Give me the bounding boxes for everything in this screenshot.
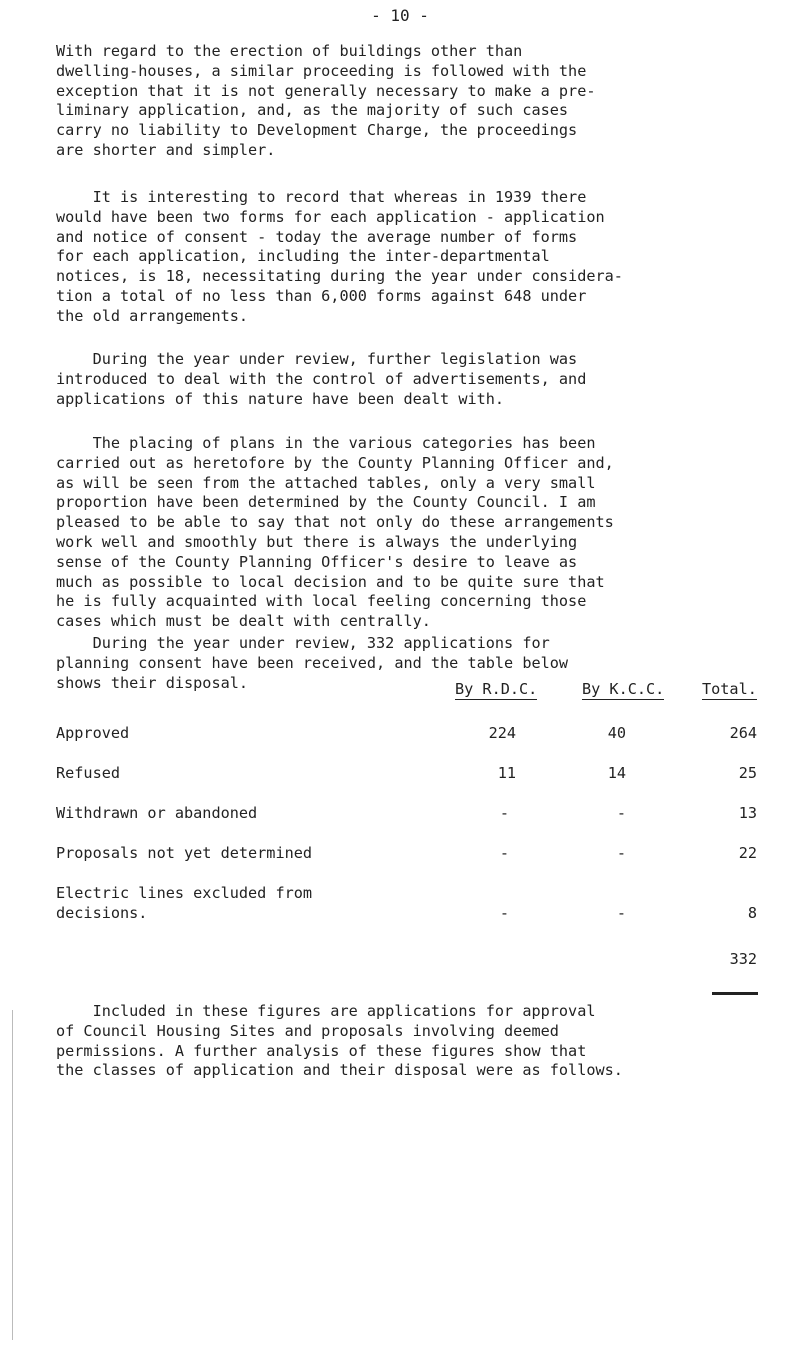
text-line: It is interesting to record that whereas in 1939 there	[56, 188, 587, 206]
row-label: Refused	[56, 764, 121, 782]
cell-total: 13	[738, 804, 757, 822]
text-line: carry no liability to Development Charge, the proceedings	[56, 121, 578, 140]
paragraph-placing-plans	[56, 434, 756, 632]
paragraph-advertisements	[56, 350, 756, 409]
text-line: tion a total of no less than 6,000 forms against 648 under	[56, 286, 587, 305]
text-line: pleased to be able to say that not only do these arrangements	[56, 513, 614, 532]
text-line: cases which must be dealt with centrally.	[56, 612, 431, 631]
cell-rdc: -	[499, 904, 509, 922]
text-line: planning consent have been received, and the table below	[56, 653, 569, 672]
paragraph-forms-count	[56, 188, 756, 327]
cell-kcc: -	[616, 844, 626, 862]
text-line: applications of this nature have been dealt with.	[56, 389, 505, 408]
paragraph-erection-buildings	[56, 42, 756, 161]
text-line: liminary application, and, as the majority of such cases	[56, 101, 569, 120]
grand-total: 332	[729, 950, 757, 968]
row-label: Withdrawn or abandoned	[56, 804, 258, 822]
text-line: much as possible to local decision and to be quite sure that	[56, 572, 605, 591]
paragraph-included-figures	[56, 1002, 756, 1081]
text-line: carried out as heretofore by the County Planning Officer and,	[56, 453, 614, 472]
text-line: are shorter and simpler.	[56, 140, 276, 159]
text-line: sense of the County Planning Officer's desire to leave as	[56, 552, 578, 571]
cell-kcc: -	[616, 904, 626, 922]
page-number: - 10 -	[371, 6, 429, 25]
cell-kcc: -	[616, 804, 626, 822]
text-line: dwelling-houses, a similar proceeding is followed with the	[56, 61, 587, 80]
text-line: work well and smoothly but there is always the underlying	[56, 532, 578, 551]
scan-margin-line	[12, 1010, 13, 1340]
row-label: Electric lines excluded from	[56, 884, 313, 902]
text-line: permissions. A further analysis of these figures show that	[56, 1041, 587, 1060]
total-double-rule	[712, 992, 758, 995]
text-line: for each application, including the inter-departmental	[56, 247, 550, 266]
text-line: With regard to the erection of buildings other than	[56, 42, 523, 60]
cell-rdc: -	[499, 844, 509, 862]
column-header-kcc: By K.C.C.	[582, 680, 665, 698]
text-line: shows their disposal.	[56, 673, 249, 692]
text-line: would have been two forms for each application - application	[56, 207, 605, 226]
cell-kcc: 14	[607, 764, 626, 782]
text-line: the classes of application and their disposal were as follows.	[56, 1061, 623, 1080]
column-header-rdc: By R.D.C.	[455, 680, 538, 698]
text-line: proportion have been determined by the County Council. I am	[56, 493, 596, 512]
cell-rdc: 224	[488, 724, 516, 742]
text-line: the old arrangements.	[56, 306, 249, 325]
text-line: During the year under review, 332 applications for	[56, 634, 550, 652]
cell-total: 22	[738, 844, 757, 862]
text-line: of Council Housing Sites and proposals involving deemed	[56, 1021, 559, 1040]
cell-total: 25	[738, 764, 757, 782]
row-label: Proposals not yet determined	[56, 844, 313, 862]
text-line: Included in these figures are applications for approval	[56, 1002, 596, 1020]
cell-rdc: 11	[497, 764, 516, 782]
cell-kcc: 40	[607, 724, 626, 742]
row-label: Approved	[56, 724, 130, 742]
cell-rdc: -	[499, 804, 509, 822]
row-label-continued: decisions.	[56, 904, 148, 922]
text-line: he is fully acquainted with local feeling concerning those	[56, 592, 587, 611]
column-header-total: Total.	[702, 680, 757, 698]
cell-total: 264	[729, 724, 757, 742]
text-line: introduced to deal with the control of advertisements, and	[56, 369, 587, 388]
text-line: The placing of plans in the various categories has been	[56, 434, 596, 452]
cell-total: 8	[747, 904, 757, 922]
text-line: exception that it is not generally necessary to make a pre-	[56, 81, 596, 100]
text-line: notices, is 18, necessitating during the year under considera-	[56, 267, 623, 286]
text-line: as will be seen from the attached tables, only a very small	[56, 473, 596, 492]
text-line: and notice of consent - today the average number of forms	[56, 227, 578, 246]
text-line: During the year under review, further legislation was	[56, 350, 578, 368]
